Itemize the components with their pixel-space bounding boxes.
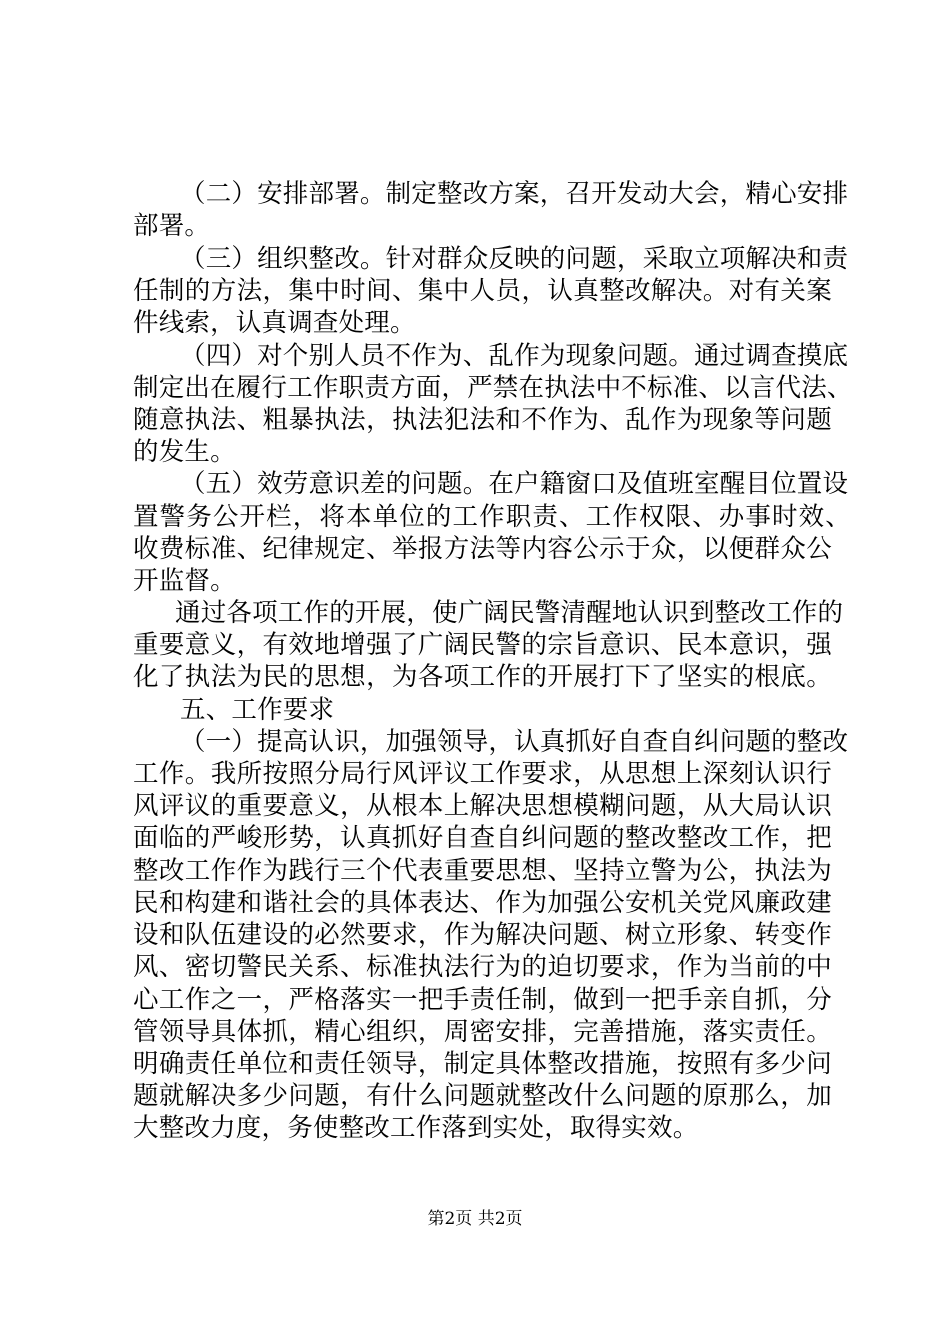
text-line: （五）效劳意识差的问题。在户籍窗口及值班室醒目位置设 xyxy=(180,469,849,499)
text-line: 整改工作作为践行三个代表重要思想、坚持立警为公，执法为 xyxy=(133,856,832,886)
text-line: 面临的严峻形势，认真抓好自查自纠问题的整改整改工作，把 xyxy=(133,823,832,853)
section-heading: 五、工作要求 xyxy=(180,695,335,725)
text-line: 工作。我所按照分局行风评议工作要求，从思想上深刻认识行 xyxy=(133,759,832,789)
text-line: 件线索，认真调查处理。 xyxy=(133,308,416,338)
text-line: 明确责任单位和责任领导，制定具体整改措施，按照有多少问 xyxy=(133,1049,832,1079)
text-line: 通过各项工作的开展，使广阔民警清醒地认识到整改工作的 xyxy=(175,598,844,628)
text-line: （二）安排部署。制定整改方案，召开发动大会，精心安排 xyxy=(180,179,849,209)
text-line: 收费标准、纪律规定、举报方法等内容公示于众，以便群众公 xyxy=(133,534,832,564)
text-line: 风、密切警民关系、标准执法行为的迫切要求，作为当前的中 xyxy=(133,952,832,982)
text-line: 题就解决多少问题，有什么问题就整改什么问题的原那么，加 xyxy=(133,1081,832,1111)
text-line: 任制的方法，集中时间、集中人员，认真整改解决。对有关案 xyxy=(133,276,832,306)
text-line: 的发生。 xyxy=(133,437,236,467)
text-line: 设和队伍建设的必然要求，作为解决问题、树立形象、转变作 xyxy=(133,920,832,950)
text-line: 化了执法为民的思想，为各项工作的开展打下了坚实的根底。 xyxy=(133,662,832,692)
text-line: 随意执法、粗暴执法，执法犯法和不作为、乱作为现象等问题 xyxy=(133,405,832,435)
text-line: 心工作之一，严格落实一把手责任制，做到一把手亲自抓，分 xyxy=(133,985,832,1015)
text-line: 风评议的重要意义，从根本上解决思想模糊问题，从大局认识 xyxy=(133,791,832,821)
text-line: 置警务公开栏，将本单位的工作职责、工作权限、办事时效、 xyxy=(133,502,851,532)
text-line: 民和构建和谐社会的具体表达、作为加强公安机关党风廉政建 xyxy=(133,888,832,918)
page-footer: 第2页 共2页 xyxy=(427,1209,523,1229)
text-line: 开监督。 xyxy=(133,566,236,596)
text-line: 制定出在履行工作职责方面，严禁在执法中不标准、以言代法、 xyxy=(133,373,853,403)
text-line: （一）提高认识，加强领导，认真抓好自查自纠问题的整改 xyxy=(180,727,849,757)
text-line: （三）组织整改。针对群众反映的问题，采取立项解决和责 xyxy=(180,244,849,274)
text-line: 管领导具体抓，精心组织，周密安排，完善措施，落实责任。 xyxy=(133,1017,832,1047)
text-line: 部署。 xyxy=(133,211,211,241)
text-line: 大整改力度，务使整改工作落到实处，取得实效。 xyxy=(133,1113,699,1143)
text-line: （四）对个别人员不作为、乱作为现象问题。通过调查摸底 xyxy=(180,341,849,371)
text-line: 重要意义，有效地增强了广阔民警的宗旨意识、民本意识，强 xyxy=(133,630,832,660)
